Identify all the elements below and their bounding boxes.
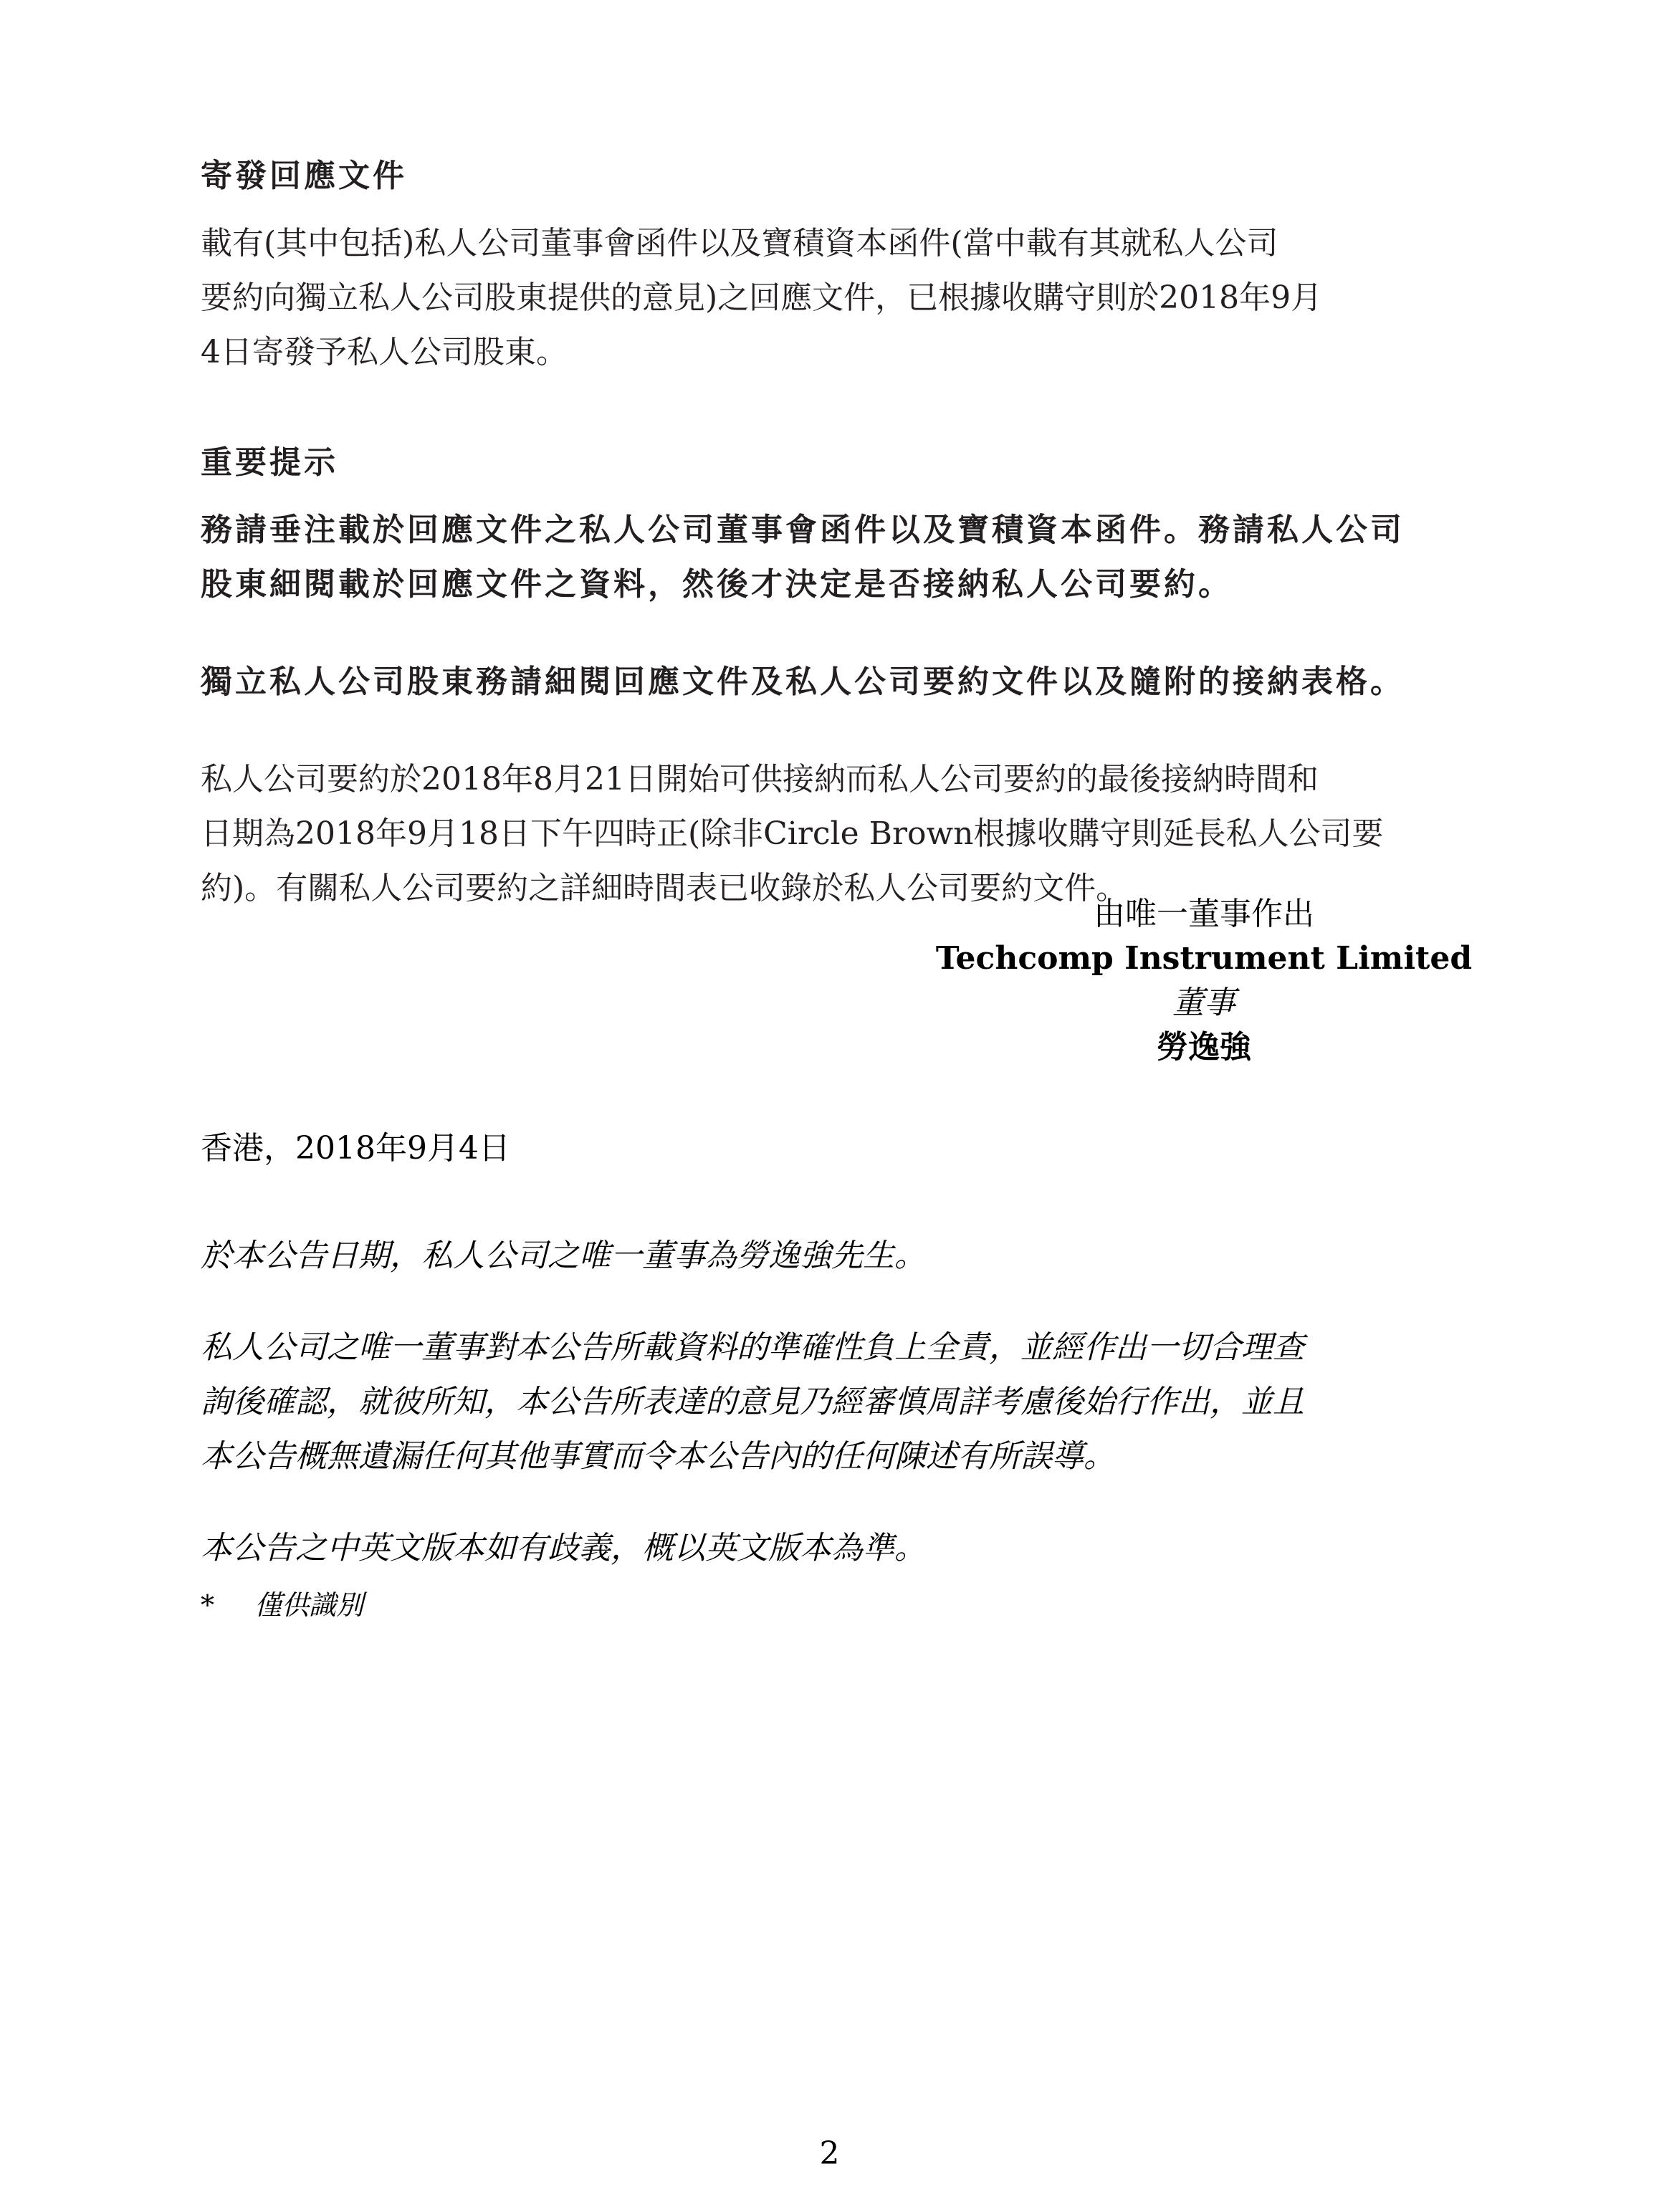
section-heading: 寄發回應文件 (201, 158, 407, 194)
signature-name: 勞逸強 (1157, 1029, 1251, 1066)
paragraph-line: 私人公司要約於2018年8月21日開始可供接納而私人公司要約的最後接納時間和 (201, 761, 1319, 798)
section-heading: 重要提示 (201, 444, 338, 481)
italic-line: 本公告概無遺漏任何其他事實而令本公告內的任何陳述有所誤導。 (201, 1438, 1115, 1475)
italic-line: 於本公告日期，私人公司之唯一董事為勞逸強先生。 (201, 1237, 926, 1274)
page-number: 2 (819, 2135, 840, 2172)
footnote (201, 1584, 363, 1627)
section-dispatch (201, 150, 1476, 380)
offer-timetable-paragraph (201, 752, 1476, 916)
footnote-mark: * (201, 1589, 214, 1621)
bold-paragraph (201, 503, 1476, 612)
italic-paragraph (201, 1321, 1476, 1484)
italic-paragraph (201, 1229, 1476, 1283)
bold-line: 股東細閱載於回應文件之資料，然後才決定是否接納私人公司要約。 (201, 566, 1233, 603)
italic-paragraph (201, 1521, 1476, 1576)
section-important-notice (201, 437, 1476, 916)
italic-notes (201, 1229, 1476, 1576)
paragraph-line: 載有(其中包括)私人公司董事會函件以及寶積資本函件(當中載有其就私人公司 (201, 225, 1278, 262)
paragraph-line: 日期為2018年9月18日下午四時正(除非Circle Brown根據收購守則延長私人公司要 (201, 815, 1384, 852)
page-content (201, 150, 1476, 916)
signature-company: Techcomp Instrument Limited (935, 940, 1473, 977)
footnote-text: 僅供識別 (254, 1589, 364, 1621)
bold-paragraph (201, 655, 1476, 709)
date-line: 香港，2018年9月4日 (201, 1130, 510, 1167)
paragraph-line: 約)。有關私人公司要約之詳細時間表已收錄於私人公司要約文件。 (201, 870, 1128, 906)
paragraph-line: 要約向獨立私人公司股東提供的意見)之回應文件，已根據收購守則於2018年9月 (201, 279, 1323, 316)
italic-line: 詢後確認，就彼所知，本公告所表達的意見乃經審慎周詳考慮後始行作出，並且 (201, 1384, 1304, 1420)
bold-line: 獨立私人公司股東務請細閱回應文件及私人公司要約文件以及隨附的接納表格。 (201, 664, 1405, 700)
italic-line: 私人公司之唯一董事對本公告所載資料的準確性負上全責，並經作出一切合理查 (201, 1329, 1304, 1366)
bold-line: 務請垂注載於回應文件之私人公司董事會函件以及寶積資本函件。務請私人公司 (201, 512, 1405, 548)
italic-line: 本公告之中英文版本如有歧義，概以英文版本為準。 (201, 1530, 926, 1566)
paragraph-line: 4日寄發予私人公司股東。 (201, 334, 568, 370)
signature-block (896, 892, 1512, 1070)
signature-title: 董事 (1172, 985, 1235, 1021)
signature-by-line: 由唯一董事作出 (1094, 896, 1314, 932)
